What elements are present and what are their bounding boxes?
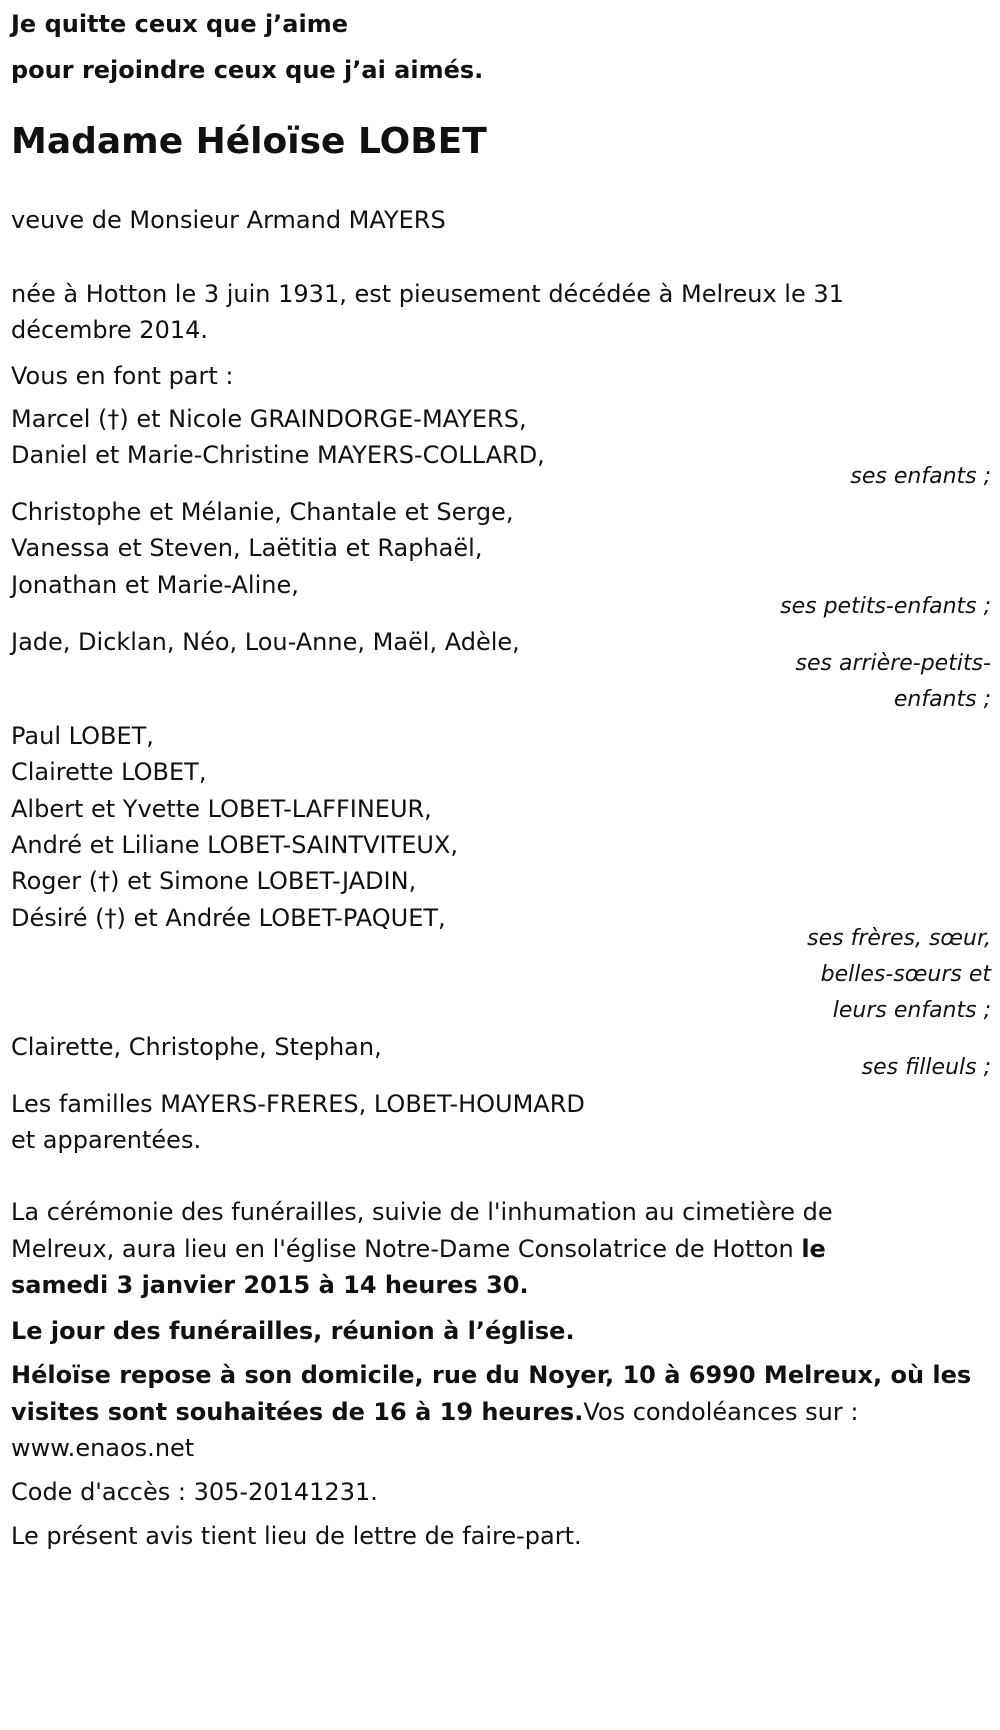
grandchildren-relation: ses petits-enfants ; <box>780 594 991 619</box>
access-code: Code d'accès : 305-20141231. <box>11 1478 378 1506</box>
deceased-name: Madame Héloïse LOBET <box>11 121 487 162</box>
grandchildren-line: Christophe et Mélanie, Chantale et Serge, <box>11 498 514 526</box>
families-line: et apparentées. <box>11 1126 202 1154</box>
siblings-relation: belles-sœurs et <box>820 962 991 987</box>
grandchildren-line: Vanessa et Steven, Laëtitia et Raphaël, <box>11 534 483 562</box>
meeting-notice: Le jour des funérailles, réunion à l’église. <box>11 1317 575 1345</box>
godchildren-line: Clairette, Christophe, Stephan, <box>11 1033 382 1061</box>
condolences-link[interactable]: www.enaos.net <box>11 1434 195 1462</box>
children-line: Daniel et Marie-Christine MAYERS-COLLARD, <box>11 441 545 469</box>
ceremony-date: samedi 3 janvier 2015 à 14 heures 30. <box>11 1271 529 1299</box>
visits-line-2: visites sont souhaitées de 16 à 19 heures.Vos condoléances sur : <box>11 1398 859 1426</box>
ceremony-line-1: La cérémonie des funérailles, suivie de l'inhumation au cimetière de <box>11 1198 833 1226</box>
siblings-line: Clairette LOBET, <box>11 758 207 786</box>
siblings-relation: leurs enfants ; <box>832 998 991 1023</box>
great-grandchildren-relation: ses arrière-petits- <box>795 651 991 676</box>
announce: Vous en font part : <box>11 362 234 390</box>
birth-death-line-2: décembre 2014. <box>11 316 209 344</box>
widow-of: veuve de Monsieur Armand MAYERS <box>11 206 446 234</box>
children-relation: ses enfants ; <box>850 464 991 489</box>
children-line: Marcel (†) et Nicole GRAINDORGE-MAYERS, <box>11 405 527 433</box>
epigraph-line-1: Je quitte ceux que j’aime <box>11 10 349 38</box>
ceremony-line-2: Melreux, aura lieu en l'église Notre-Dame Consolatrice de Hotton le <box>11 1235 826 1263</box>
siblings-line: Paul LOBET, <box>11 722 154 750</box>
families-line: Les familles MAYERS-FRERES, LOBET-HOUMARD <box>11 1090 585 1118</box>
siblings-line: Albert et Yvette LOBET-LAFFINEUR, <box>11 795 432 823</box>
great-grandchildren-relation: enfants ; <box>893 687 991 712</box>
closing-note: Le présent avis tient lieu de lettre de faire-part. <box>11 1522 582 1550</box>
siblings-line: Roger (†) et Simone LOBET-JADIN, <box>11 867 417 895</box>
siblings-relation: ses frères, sœur, <box>807 926 991 951</box>
godchildren-relation: ses filleuls ; <box>861 1055 991 1080</box>
siblings-line: Désiré (†) et Andrée LOBET-PAQUET, <box>11 904 446 932</box>
grandchildren-line: Jonathan et Marie-Aline, <box>11 571 299 599</box>
siblings-line: André et Liliane LOBET-SAINTVITEUX, <box>11 831 458 859</box>
birth-death-line-1: née à Hotton le 3 juin 1931, est pieusement décédée à Melreux le 31 <box>11 280 844 308</box>
visits-line-1: Héloïse repose à son domicile, rue du Noyer, 10 à 6990 Melreux, où les <box>11 1361 972 1389</box>
epigraph-line-2: pour rejoindre ceux que j’ai aimés. <box>11 56 484 84</box>
great-grandchildren-line: Jade, Dicklan, Néo, Lou-Anne, Maël, Adèle, <box>11 628 520 656</box>
